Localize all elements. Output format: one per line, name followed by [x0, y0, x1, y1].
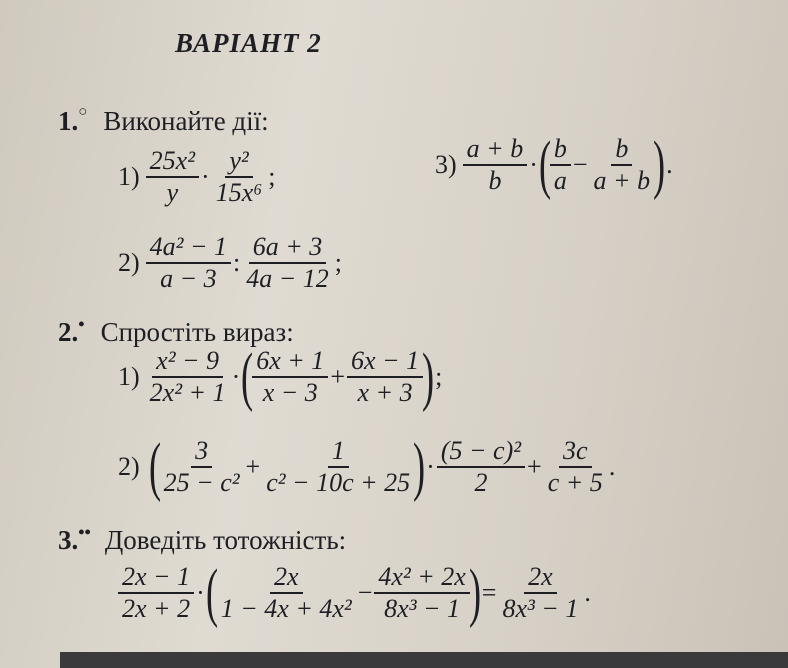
- task3-header: [58, 522, 346, 556]
- task1-item2: [118, 232, 344, 294]
- operator: +: [330, 361, 345, 391]
- fraction: [544, 436, 607, 498]
- task2-marker: •: [78, 314, 85, 334]
- task2-header: [58, 314, 294, 348]
- fraction: [374, 562, 469, 624]
- denominator: y: [166, 177, 179, 207]
- item-label: 3): [435, 149, 457, 179]
- numerator: (5 − c)²: [437, 436, 525, 468]
- fraction: [590, 134, 655, 196]
- numerator: 2x: [270, 562, 303, 594]
- fraction: [550, 134, 571, 196]
- denominator: x − 3: [262, 377, 318, 407]
- task2-heading: Спростіть вираз:: [100, 317, 294, 347]
- right-paren: ): [422, 340, 435, 414]
- terminator: .: [584, 577, 591, 607]
- denominator: 8x³ − 1: [384, 593, 461, 623]
- denominator: 15x⁶: [215, 177, 263, 207]
- numerator: b: [611, 134, 632, 166]
- task1-number: 1.: [58, 106, 79, 136]
- equals-sign: =: [481, 577, 497, 607]
- operator: ·: [426, 451, 435, 481]
- numerator: 6a + 3: [249, 232, 327, 264]
- numerator: y²: [225, 146, 252, 178]
- fraction: [498, 562, 582, 624]
- denominator: 1 − 4x + 4x²: [220, 593, 352, 623]
- fraction: [146, 232, 231, 294]
- task3-heading: Доведіть тотожність:: [104, 525, 347, 555]
- item-label: 2): [118, 451, 140, 481]
- numerator: 3c: [559, 436, 592, 468]
- denominator: 2x + 2: [122, 593, 191, 623]
- left-paren: (: [241, 340, 254, 414]
- numerator: x² − 9: [152, 346, 223, 378]
- fraction: [262, 436, 414, 498]
- numerator: 3: [191, 436, 212, 468]
- numerator: 2x − 1: [118, 562, 194, 594]
- fraction: [347, 346, 423, 408]
- task1-marker: ○: [78, 104, 88, 120]
- denominator: 25 − c²: [163, 467, 240, 497]
- task1-heading: Виконайте дії:: [103, 106, 269, 136]
- denominator: b: [488, 165, 502, 195]
- fraction: [217, 562, 356, 624]
- operator: ·: [529, 149, 538, 179]
- denominator: a − 3: [160, 263, 217, 293]
- task2-number: 2.: [58, 317, 79, 347]
- fraction: [242, 232, 333, 294]
- numerator: 25x²: [146, 146, 199, 178]
- fraction: [437, 436, 525, 498]
- operator: +: [245, 451, 261, 481]
- denominator: 2x² + 1: [149, 377, 226, 407]
- right-paren: ): [653, 128, 666, 202]
- denominator: a + b: [593, 165, 651, 195]
- denominator: 8x³ − 1: [502, 593, 579, 623]
- numerator: 6x + 1: [252, 346, 328, 378]
- terminator: ;: [435, 361, 443, 391]
- numerator: 1: [328, 436, 349, 468]
- operator: ·: [231, 361, 241, 391]
- item-label: 1): [118, 161, 140, 191]
- numerator: 4a² − 1: [146, 232, 231, 264]
- page-edge-shadow: [60, 652, 788, 668]
- item-label: 1): [118, 361, 140, 391]
- right-paren: ): [468, 556, 481, 630]
- operator: −: [572, 149, 588, 179]
- numerator: 2x: [524, 562, 557, 594]
- fraction: [463, 134, 528, 196]
- fraction: [252, 346, 328, 408]
- numerator: 6x − 1: [347, 346, 423, 378]
- denominator: x + 3: [357, 377, 413, 407]
- left-paren: (: [538, 128, 551, 202]
- left-paren: (: [148, 430, 161, 504]
- variant-title: ВАРІАНТ 2: [175, 28, 322, 58]
- terminator: .: [666, 149, 673, 179]
- task2-item1: [118, 340, 444, 414]
- task3-number: 3.: [58, 525, 79, 555]
- task3-marker: ••: [78, 522, 91, 542]
- operator: :: [233, 247, 241, 277]
- task1-item1: [118, 146, 278, 208]
- fraction: [160, 436, 244, 498]
- operator: +: [527, 451, 542, 481]
- denominator: 4a − 12: [246, 263, 329, 293]
- numerator: b: [550, 134, 571, 166]
- denominator: c + 5: [547, 467, 603, 497]
- right-paren: ): [413, 430, 426, 504]
- denominator: 2: [474, 467, 488, 497]
- fraction: [146, 346, 230, 408]
- terminator: ;: [334, 247, 343, 277]
- terminator: ;: [268, 161, 276, 191]
- operator: ·: [201, 161, 210, 191]
- numerator: 4x² + 2x: [374, 562, 469, 594]
- task3-identity: [118, 556, 593, 630]
- terminator: .: [608, 451, 616, 481]
- numerator: a + b: [463, 134, 528, 166]
- left-paren: (: [205, 556, 218, 630]
- task1-item3: [435, 128, 675, 202]
- fraction: [118, 562, 194, 624]
- denominator: c² − 10c + 25: [266, 467, 411, 497]
- task2-item2: [118, 430, 617, 504]
- operator: ·: [196, 577, 205, 607]
- item-label: 2): [118, 247, 140, 277]
- fraction: [146, 146, 199, 208]
- operator: −: [357, 577, 373, 607]
- task1-header: [58, 104, 269, 137]
- denominator: a: [553, 165, 567, 195]
- fraction: [212, 146, 267, 208]
